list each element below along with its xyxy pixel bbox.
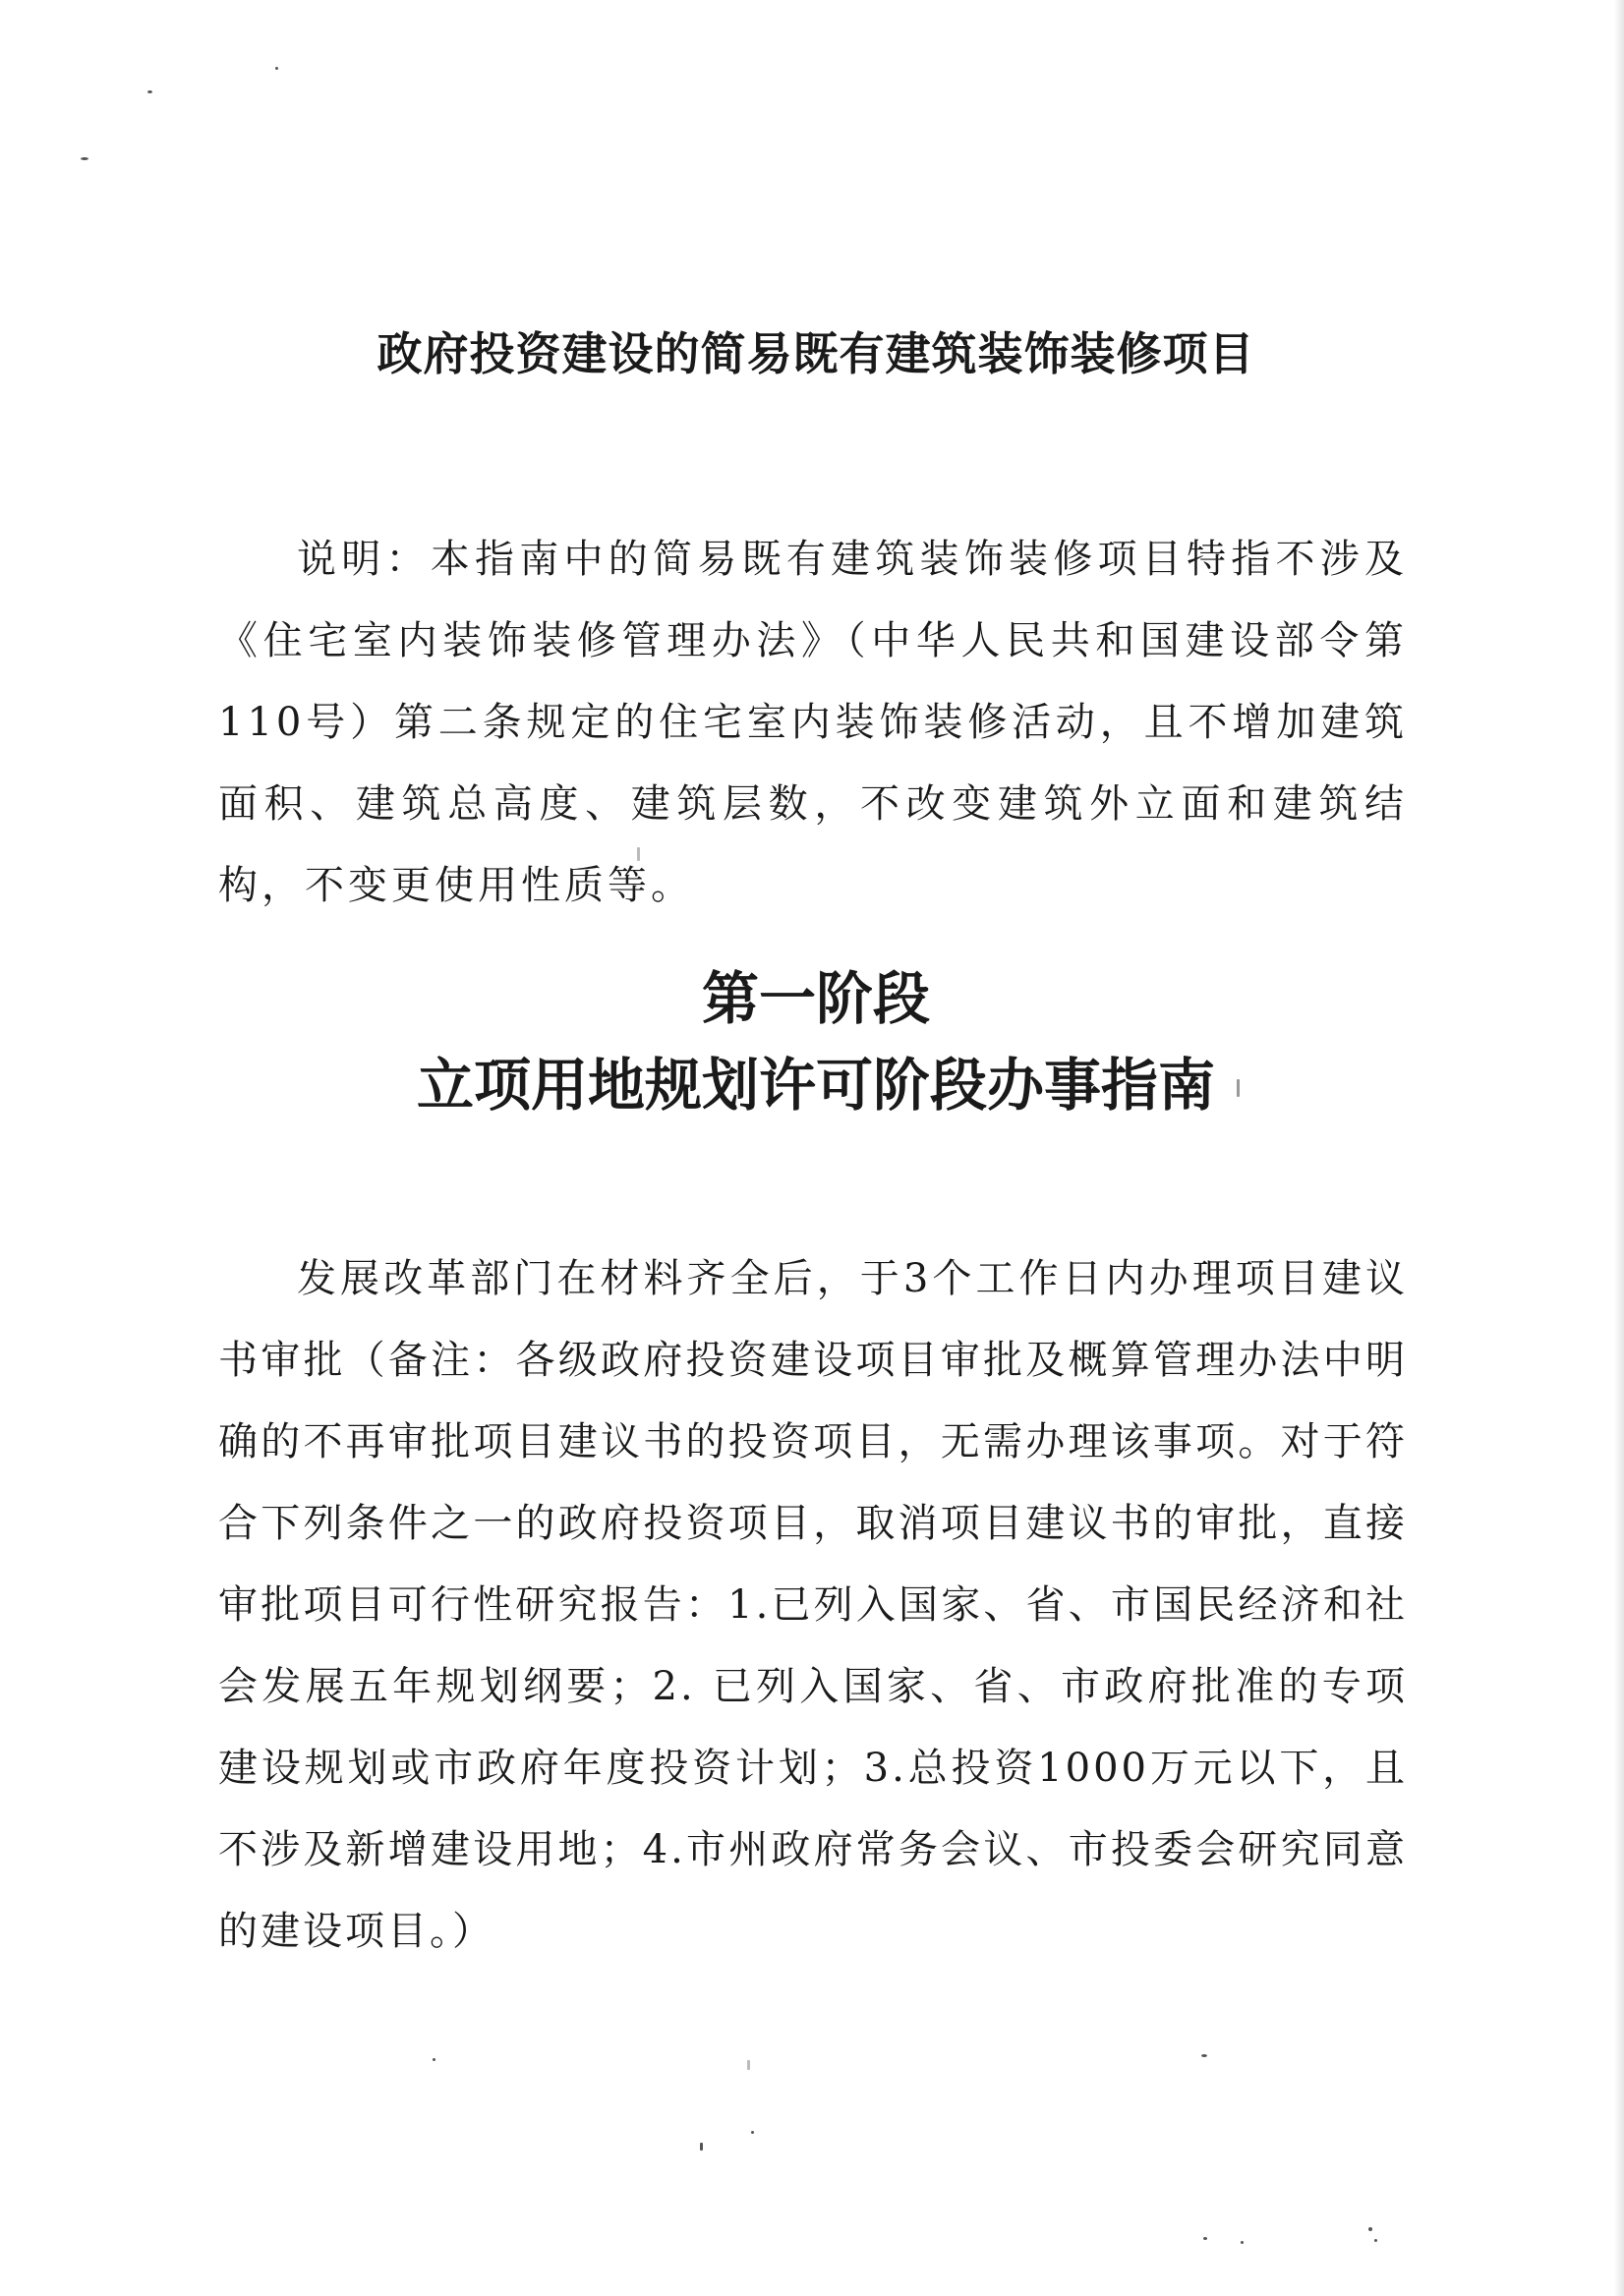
document-title: 政府投资建设的简易既有建筑装饰装修项目 [377, 327, 1255, 380]
scan-speck [275, 67, 278, 70]
scan-speck [433, 2058, 435, 2061]
stage-heading-line2: 立项用地规划许可阶段办事指南 [416, 1052, 1215, 1119]
note-paragraph: 说明：本指南中的简易既有建筑装饰装修项目特指不涉及《住宅室内装饰装修管理办法》（中华人民共和国建设部令第110号）第二条规定的住宅室内装饰装修活动，且不增加建筑面积、建筑总高度、建筑层数，不改变建筑外立面和建筑结构，不变更使用性质等。 [218, 537, 1408, 908]
scan-speck [1374, 2239, 1377, 2242]
scan-speck [747, 2060, 750, 2070]
scan-speck [700, 2143, 703, 2151]
scan-speck [81, 157, 88, 160]
scan-speck [1368, 2227, 1372, 2231]
stage-heading-line1: 第一阶段 [701, 965, 930, 1032]
scan-speck [1241, 2241, 1244, 2244]
scan-edge-shadow [1614, 0, 1624, 2296]
scan-speck [147, 90, 152, 93]
body-paragraph: 发展改革部门在材料齐全后，于3个工作日内办理项目建议书审批（备注：各级政府投资建设项目审批及概算管理办法中明确的不再审批项目建议书的投资项目，无需办理该事项。对于符合下列条件之一的政府投资项目，取消项目建议书的审批，直接审批项目可行性研究报告：1.已列入国家、省、市国民经济和社会发展五年规划纲要；2. 已列入国家、省、市政府批准的专项建设规划或市政府年度投资计划；3.总投资1000万元以下，且不涉及新增建设用地；4.市州政府常务会议、市投委会研究同意的建设项目。） [218, 1256, 1408, 1954]
scan-speck [751, 2131, 754, 2134]
scan-speck [1203, 2237, 1207, 2240]
scan-speck [1201, 2054, 1207, 2057]
